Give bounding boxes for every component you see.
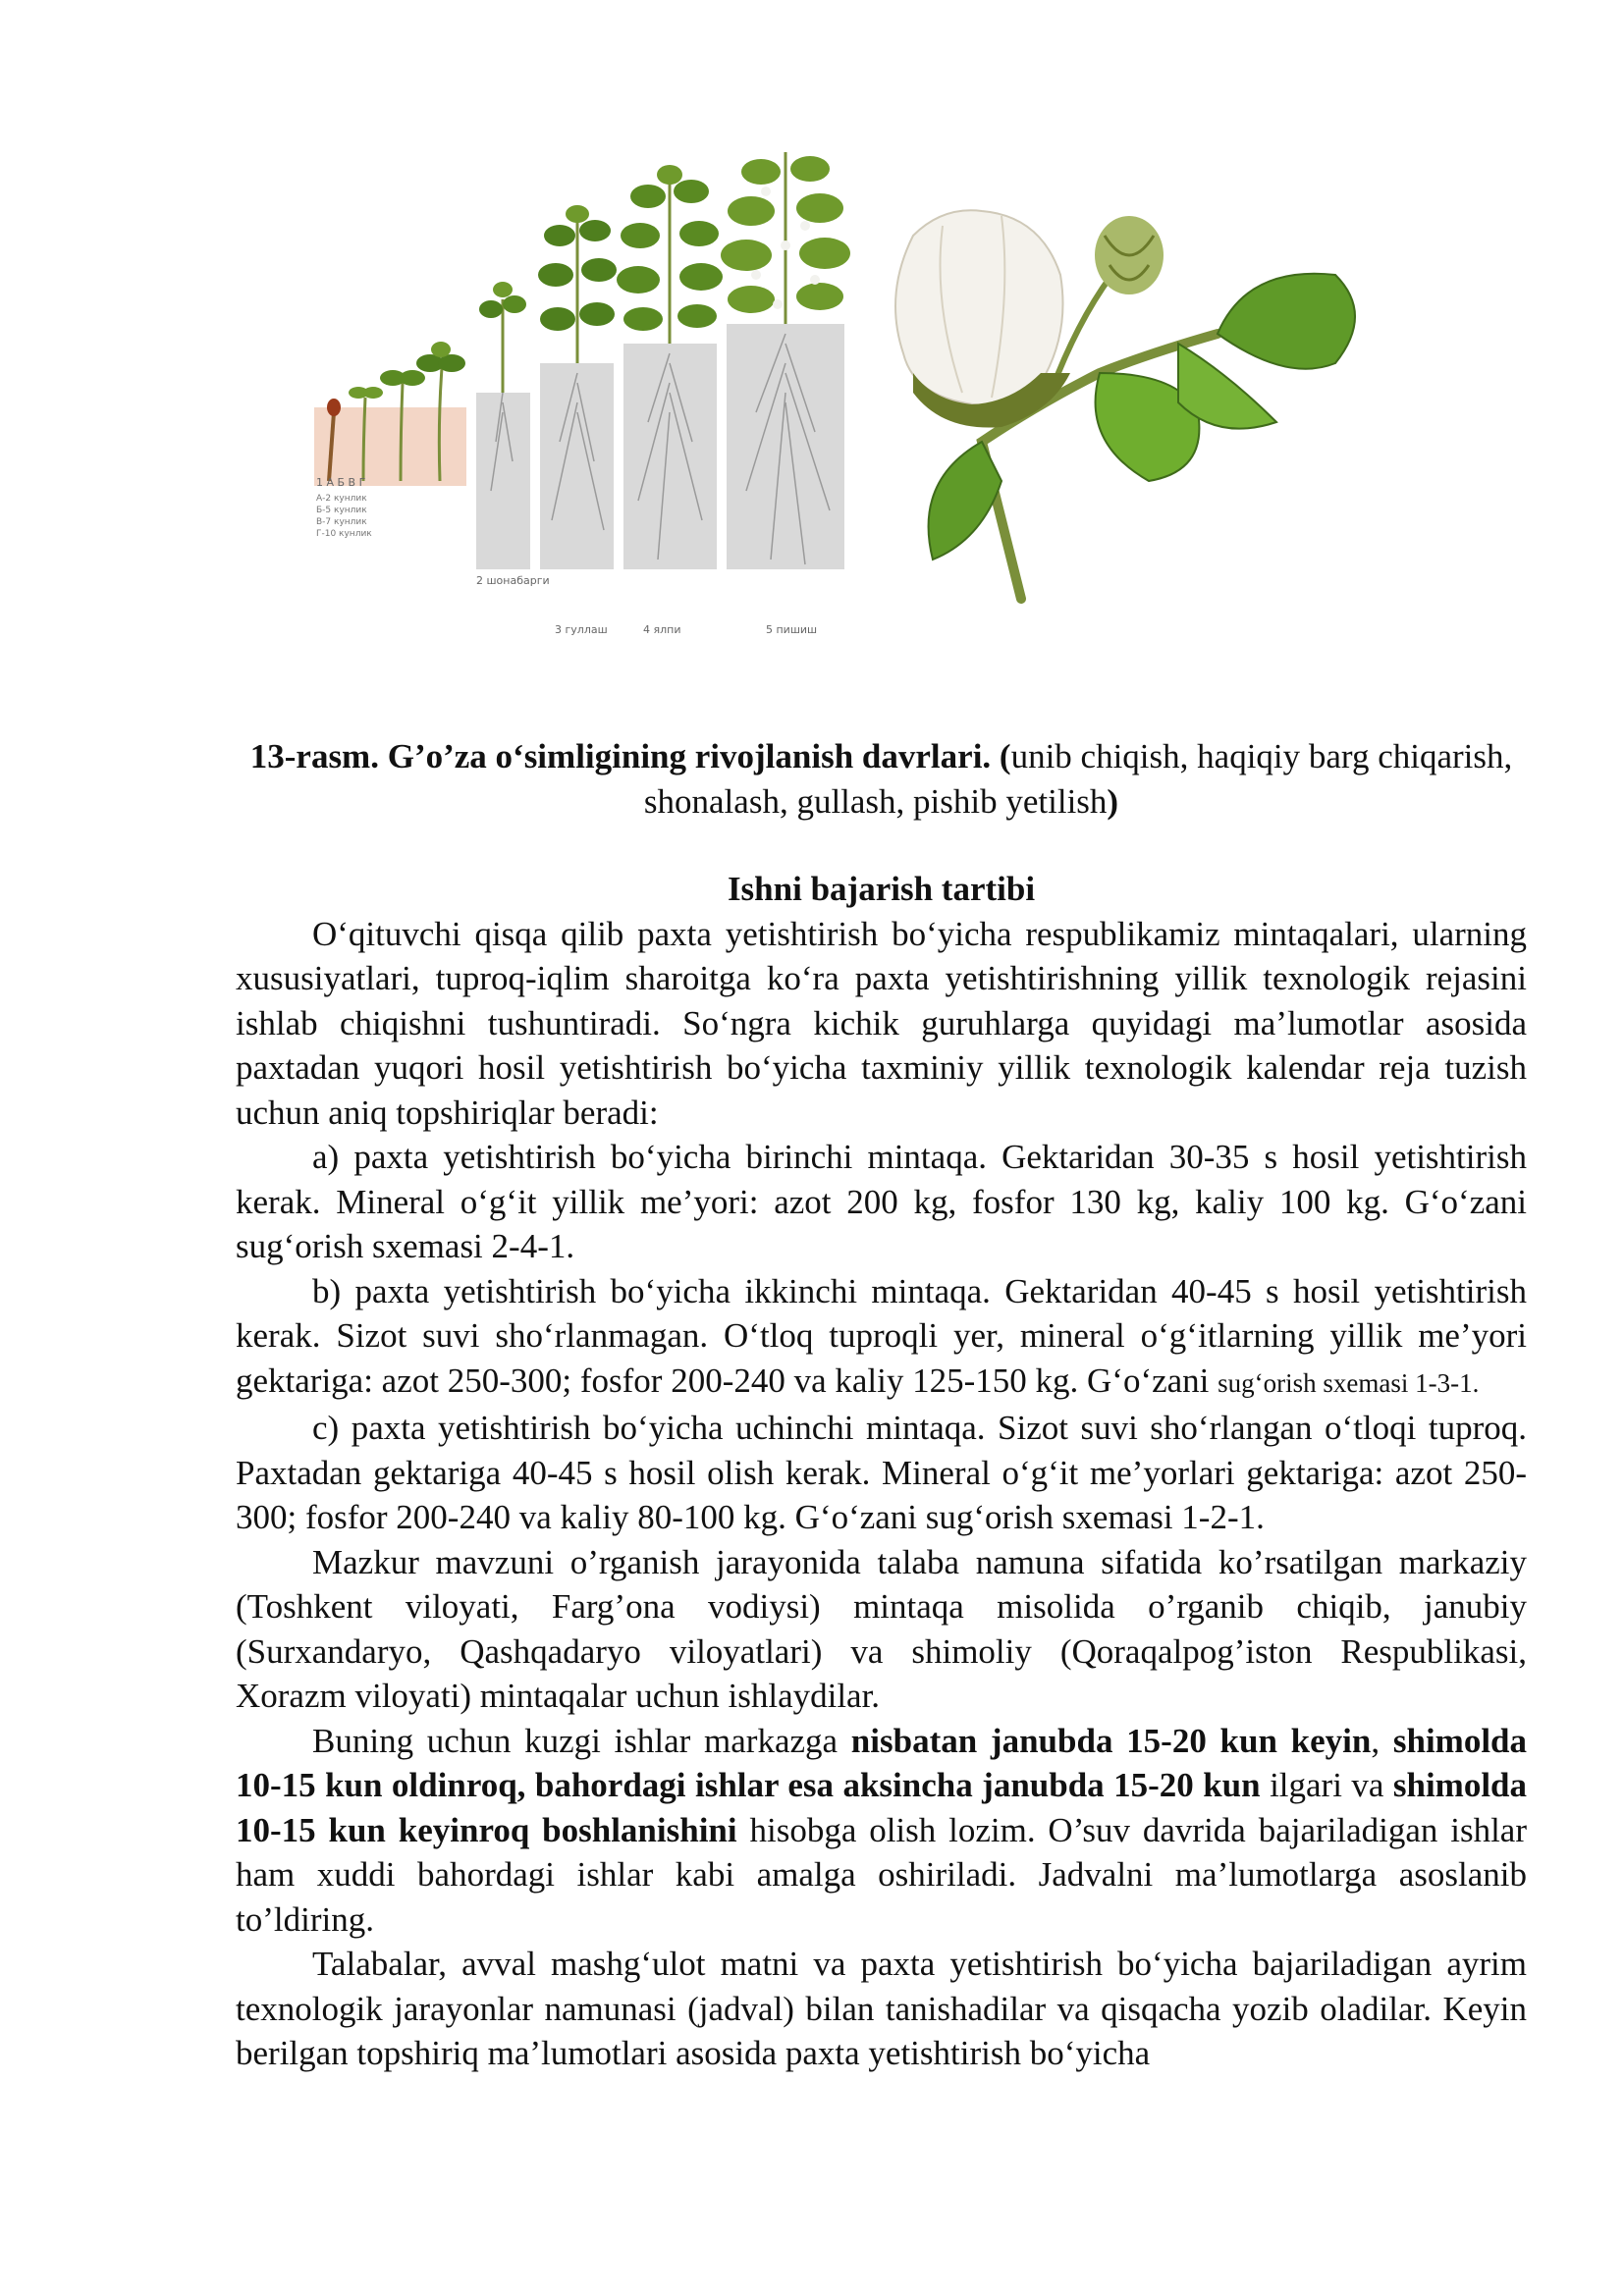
timing-text-3: ilgari va (1260, 1766, 1393, 1804)
timing-bold-3: shimolda 10-15 kun keyinroq boshlanishini (236, 1766, 1528, 1849)
flowering-stage-group (538, 205, 617, 569)
caption-stages: unib chiqish, haqiqiy barg chiqarish, shonalash, gullash, pishib yetilish (643, 737, 1513, 821)
timing-bold-2: shimolda 10-15 kun oldinroq, bahordagi ishlar esa aksincha janubda 15-20 kun (236, 1721, 1528, 1804)
body-text (236, 867, 1527, 2076)
paragraph-intro: O‘qituvchi qisqa qilib paxta yetishtirish bo‘yicha respublikamiz mintaqalari, ularning xususiyatlari, tuproq-iqlim sharoitga ko‘ra paxta yetishtirishning yillik texnologik rejasini ishlab chiqishni tushuntiradi. So‘ngra kichik guruhlarga quyidagi ma’lumotlar asosida paxtadan yuqori hosil yetishtirish bo‘yicha taxminiy yillik texnologik kalendar reja tuzish uchun aniq topshiriqlar beradi: (236, 914, 1527, 1132)
timing-bold-1: nisbatan janubda 15-20 kun keyin (850, 1721, 1372, 1760)
caption-title: 13-rasm. G’o’za o‘simligining rivojlanish davrlari. ( (249, 737, 1011, 775)
paragraph-timing (236, 1719, 1527, 1943)
cotton-boll-branch-group (895, 210, 1355, 599)
paragraph-regions: Mazkur mavzuni o’rganish jarayonida talaba namuna sifatida ko’rsatilgan markaziy (Toshkent viloyati, Farg’ona vodiysi) mintaqa misolida o’rganib chiqib, janubiy (Surxandaryo, Qashqadaryo viloyatlari) va shimoliy (Qoraqalpog’iston Respublikasi, Xorazm viloyati) mintaqalar uchun ishlaydilar. (236, 1542, 1527, 1715)
stage-label-1: 1 A Б В Г (316, 476, 366, 489)
paragraph-students: Talabalar, avval mashg‘ulot matni va paxta yetishtirish bo‘yicha bajariladigan ayrim texnologik jarayonlar namunasi (jadval) bilan tanishadilar va qisqacha yozib oladilar. Keyin berilgan topshiriq ma’lumotlari asosida paxta yetishtirish bo‘yicha (236, 1945, 1527, 2072)
figure-caption (236, 734, 1527, 825)
mass-flowering-stage-group (617, 165, 723, 569)
section-title: Ishni bajarish tartibi (727, 870, 1036, 908)
zone-b-small: sug‘orish sxemasi 1-3-1. (1218, 1367, 1480, 1398)
caption-closing: ) (1107, 782, 1119, 821)
legend-line-1: А-2 кунлик (316, 494, 367, 504)
paragraph-zone-b (236, 1269, 1527, 1407)
legend-line-4: Г-10 кунлик (316, 529, 372, 539)
stage-label-3: 3 гуллаш (555, 623, 608, 636)
zone-b-main: b) paxta yetishtirish bo‘yicha ikkinchi mintaqa. Gektaridan 40-45 s hosil yetishtirish kerak. Sizot suvi sho‘rlanmagan. O‘tloq tuproqli yer, mineral o‘g‘itlarning yillik me’yori gektariga: azot 250-300; fosfor 200-240 va kaliy 125-150 kg. G‘o‘zani (236, 1271, 1527, 1400)
bud-stage-group (476, 282, 530, 569)
ripening-stage-group (721, 152, 850, 569)
seedling-stage-group (314, 342, 466, 486)
timing-text-4: hisobga olish lozim. O’suv davrida bajariladigan ishlar ham xuddi bahordagi ishlar kabi amalga oshiriladi. Jadvalni ma’lumotlarga asoslanib to’ldiring. (236, 1810, 1527, 1939)
stage-label-2: 2 шонабарги (476, 574, 550, 587)
timing-text-1: Buning uchun kuzgi ishlar markazga (312, 1721, 851, 1760)
cotton-growth-figure (295, 147, 1394, 658)
stage-label-4: 4 ялпи (643, 623, 681, 636)
legend-line-3: В-7 кунлик (316, 517, 367, 527)
timing-text-2: , (1371, 1721, 1393, 1760)
stage-label-5: 5 пишиш (766, 623, 818, 636)
paragraph-zone-a: a) paxta yetishtirish bo‘yicha birinchi mintaqa. Gektaridan 30-35 s hosil yetishtirish kerak. Mineral o‘g‘it yillik me’yori: azot 200 kg, fosfor 130 kg, kaliy 100 kg. G‘o‘zani sug‘orish sxemasi 2-4-1. (236, 1138, 1527, 1265)
legend-line-2: Б-5 кунлик (316, 506, 367, 515)
paragraph-zone-c: c) paxta yetishtirish bo‘yicha uchinchi mintaqa. Sizot suvi sho‘rlangan o‘tloqi tuproq. Paxtadan gektariga 40-45 s hosil olish kerak. Mineral o‘g‘it me’yorlari gektariga: azot 250-300; fosfor 200-240 va kaliy 80-100 kg. G‘o‘zani sug‘orish sxemasi 1-2-1. (236, 1409, 1527, 1536)
